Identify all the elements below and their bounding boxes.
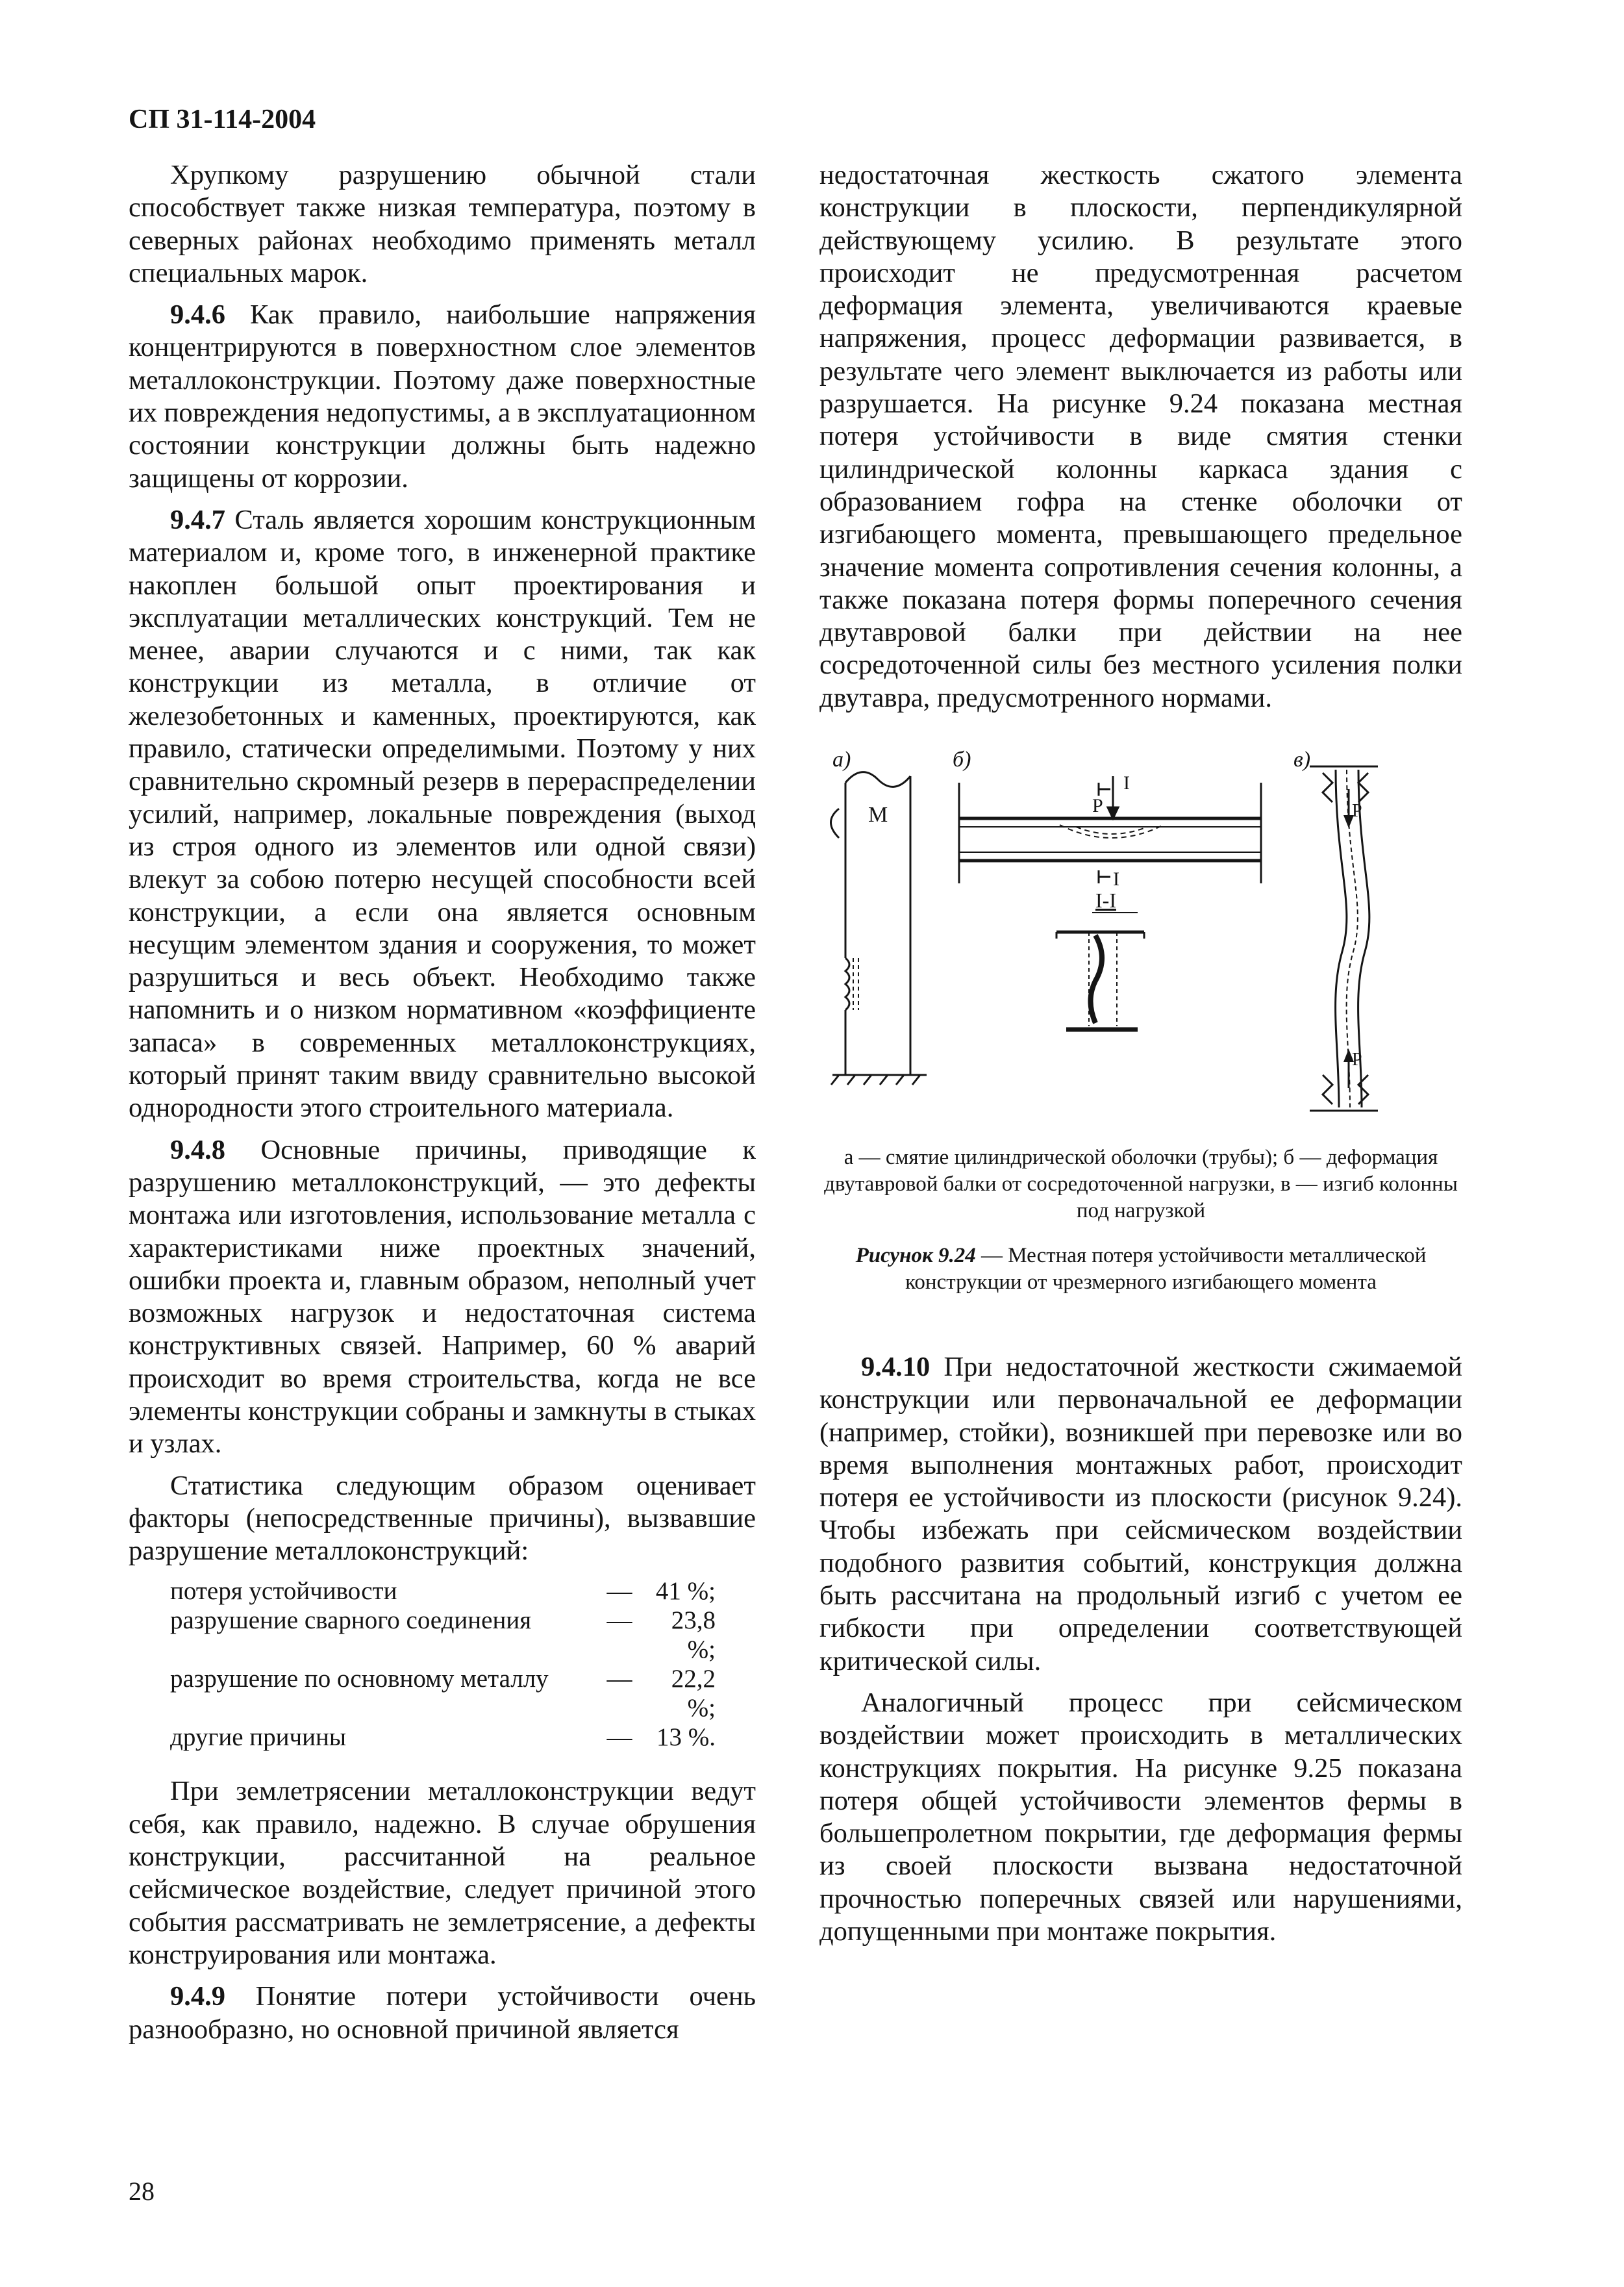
paragraph: Хрупкому разрушению обычной стали способствует также низкая температура, поэтому в северных районах необходимо применять металл специальных марок.: [129, 160, 756, 288]
page-number: 28: [129, 2177, 155, 2206]
paragraph-9-4-6: [129, 299, 756, 495]
stat-label: потеря устойчивости: [170, 1577, 397, 1606]
list-item: [170, 1723, 716, 1752]
paragraph-continued: недостаточная жесткость сжатого элемента конструкции в плоскости, перпендикулярной действующему усилию. В результате этого происходит не предусмотренная расчетом деформация элемента, увеличиваются краевые напряжения, процесс деформации развивается, в результате чего элемент выключается из работы или разрушается. На рисунке 9.24 показана местная потеря устойчивости в виде смятия стенки цилиндрической колонны каркаса здания с образованием гофра на стенке оболочки от изгибающего момента, превышающего предельное значение момента сопротивления сечения колонны, а также показана потеря формы поперечного сечения двутавровой балки при действии на нее сосредоточенной силы без местного усиления полки двутавра, предусмотренного нормами.: [819, 160, 1462, 713]
label-a: а): [832, 748, 851, 772]
right-column-bottom: [819, 1351, 1462, 1957]
stat-dash: —: [606, 1606, 632, 1635]
figure-title-label: Рисунок 9.24: [855, 1244, 976, 1267]
label-v: в): [1293, 748, 1311, 772]
section-title: I-I: [1095, 889, 1116, 912]
stat-label: разрушение по основному металлу: [170, 1665, 549, 1693]
stat-dash: —: [606, 1577, 632, 1606]
stat-dash: —: [606, 1665, 632, 1693]
paragraph-9-4-9: [129, 1980, 756, 2046]
force-label-v-bottom: P: [1352, 1050, 1362, 1070]
stat-dash: —: [606, 1723, 632, 1752]
section-mark-bottom: I: [1113, 868, 1119, 890]
figure-9-24: [819, 737, 1462, 1137]
figure-title-text: — Местная потеря устойчивости металлической конструкции от чрезмерного изгибающего момента: [905, 1244, 1427, 1294]
paragraph-9-4-8: [129, 1134, 756, 1461]
paragraph: При землетрясении металлоконструкции ведут себя, как правило, надежно. В случае обрушения конструкции, рассчитанной на реальное сейсмическое воздействие, следует причиной этого события рассматривать не землетрясение, а дефекты конструирования или монтажа.: [129, 1776, 756, 1970]
list-item: [170, 1664, 716, 1723]
paragraph-9-4-7: [129, 504, 756, 1125]
paragraph-text: Понятие потери устойчивости очень разнообразно, но основной причиной является: [129, 1981, 756, 2045]
document-code: СП 31-114-2004: [129, 105, 316, 134]
list-item: [170, 1606, 716, 1664]
figure-caption: [819, 1144, 1462, 1296]
paragraph-9-4-10: [819, 1351, 1462, 1678]
section-number: 9.4.7: [170, 504, 225, 535]
figure-title: [819, 1243, 1462, 1296]
paragraph-text: Основные причины, приводящие к разрушению металлоконструкций, — это дефекты монтажа или изготовления, использование металла с характеристиками ниже проектных значений, ошибки проекта и, главным образом, неполный учет возможных нагрузок и недостаточная система конструктивных связей. Например, 60 % аварий происходит во время строительства, когда не все элементы конструкции собраны и замкнуты в стыках и узлах.: [129, 1134, 756, 1459]
paragraph: Аналогичный процесс при сейсмическом воздействии может происходить в металлических конструкциях покрытия. На рисунке 9.25 показана потеря общей устойчивости элементов фермы в большепролетном покрытии, где деформация фермы из своей плоскости вызвана недостаточной прочностью поперечных связей или нарушениями, допущенными при монтаже покрытия.: [819, 1687, 1462, 1947]
paragraph-text: При недостаточной жесткости сжимаемой конструкции или первоначальной ее деформации (например, стойки), возникшей при перевозке или во время выполнения монтажных работ, происходит потеря ее устойчивости из плоскости (рисунок 9.24). Чтобы избежать при сейсмическом воздействии подобного развития событий, конструкция должна быть рассчитана на продольный изгиб с учетом ее гибкости при определении соответствующей критической силы.: [819, 1352, 1462, 1676]
figure-legend: а — смятие цилиндрической оболочки (трубы); б — деформация двутавровой балки от сосредоточенной нагрузки, в — изгиб колонны под нагрузкой: [824, 1146, 1458, 1222]
moment-label: М: [868, 803, 888, 827]
paragraph: Статистика следующим образом оценивает факторы (непосредственные причины), вызвавшие разрушение металлоконструкций:: [129, 1470, 756, 1567]
stat-label: разрушение сварного соединения: [170, 1606, 532, 1635]
figure-drawing: [819, 737, 1462, 1137]
statistics-list: [170, 1576, 716, 1752]
column-v: [1310, 766, 1378, 1111]
paragraph-text: Как правило, наибольшие напряжения концентрируются в поверхностном слое элементов металлоконструкции. Поэтому даже поверхностные их повреждения недопустимы, а в эксплуатационном состоянии конструкции должны быть надежно защищены от коррозии.: [129, 299, 756, 494]
left-column: [129, 159, 756, 2055]
paragraph-text: Сталь является хорошим конструкционным материалом и, кроме того, в инженерной практике накоплен большой опыт проектирования и эксплуатации металлических конструкций. Тем не менее, аварии случаются и с ними, так как конструкции из металла, в отличие от железобетонных и каменных, проектируются, как правило, статически определимыми. Поэтому у них сравнительно скромный резерв в перераспределении усилий, например, локальные повреждения (выход из строя одного из элементов или одной связи) влекут за собою потерю несущей способности всей конструкции, а если она является основным несущим элементом здания и сооружения, то может разрушиться и весь объект. Необходимо также напомнить и о низком нормативном «коэффициенте запаса» в современных металлоконструкциях, который принят таким ввиду сравнительно высокой однородности этого строительного материала.: [129, 504, 756, 1124]
stat-value: 41 %;: [655, 1577, 716, 1606]
force-label-v-top: P: [1352, 801, 1362, 821]
section-number: 9.4.8: [170, 1134, 225, 1165]
label-b: б): [953, 748, 971, 772]
section-number: 9.4.10: [861, 1352, 931, 1382]
section-number: 9.4.6: [170, 299, 225, 331]
list-item: [170, 1576, 716, 1606]
stat-value: 23,8 %;: [671, 1606, 716, 1664]
force-label-b: P: [1092, 795, 1103, 816]
right-column-top: [819, 159, 1462, 724]
stat-label: другие причины: [170, 1723, 347, 1752]
stat-value: 22,2 %;: [671, 1665, 716, 1723]
section-mark-top: I: [1123, 772, 1130, 794]
stat-value: 13 %.: [656, 1723, 716, 1752]
section-number: 9.4.9: [170, 1981, 225, 2012]
